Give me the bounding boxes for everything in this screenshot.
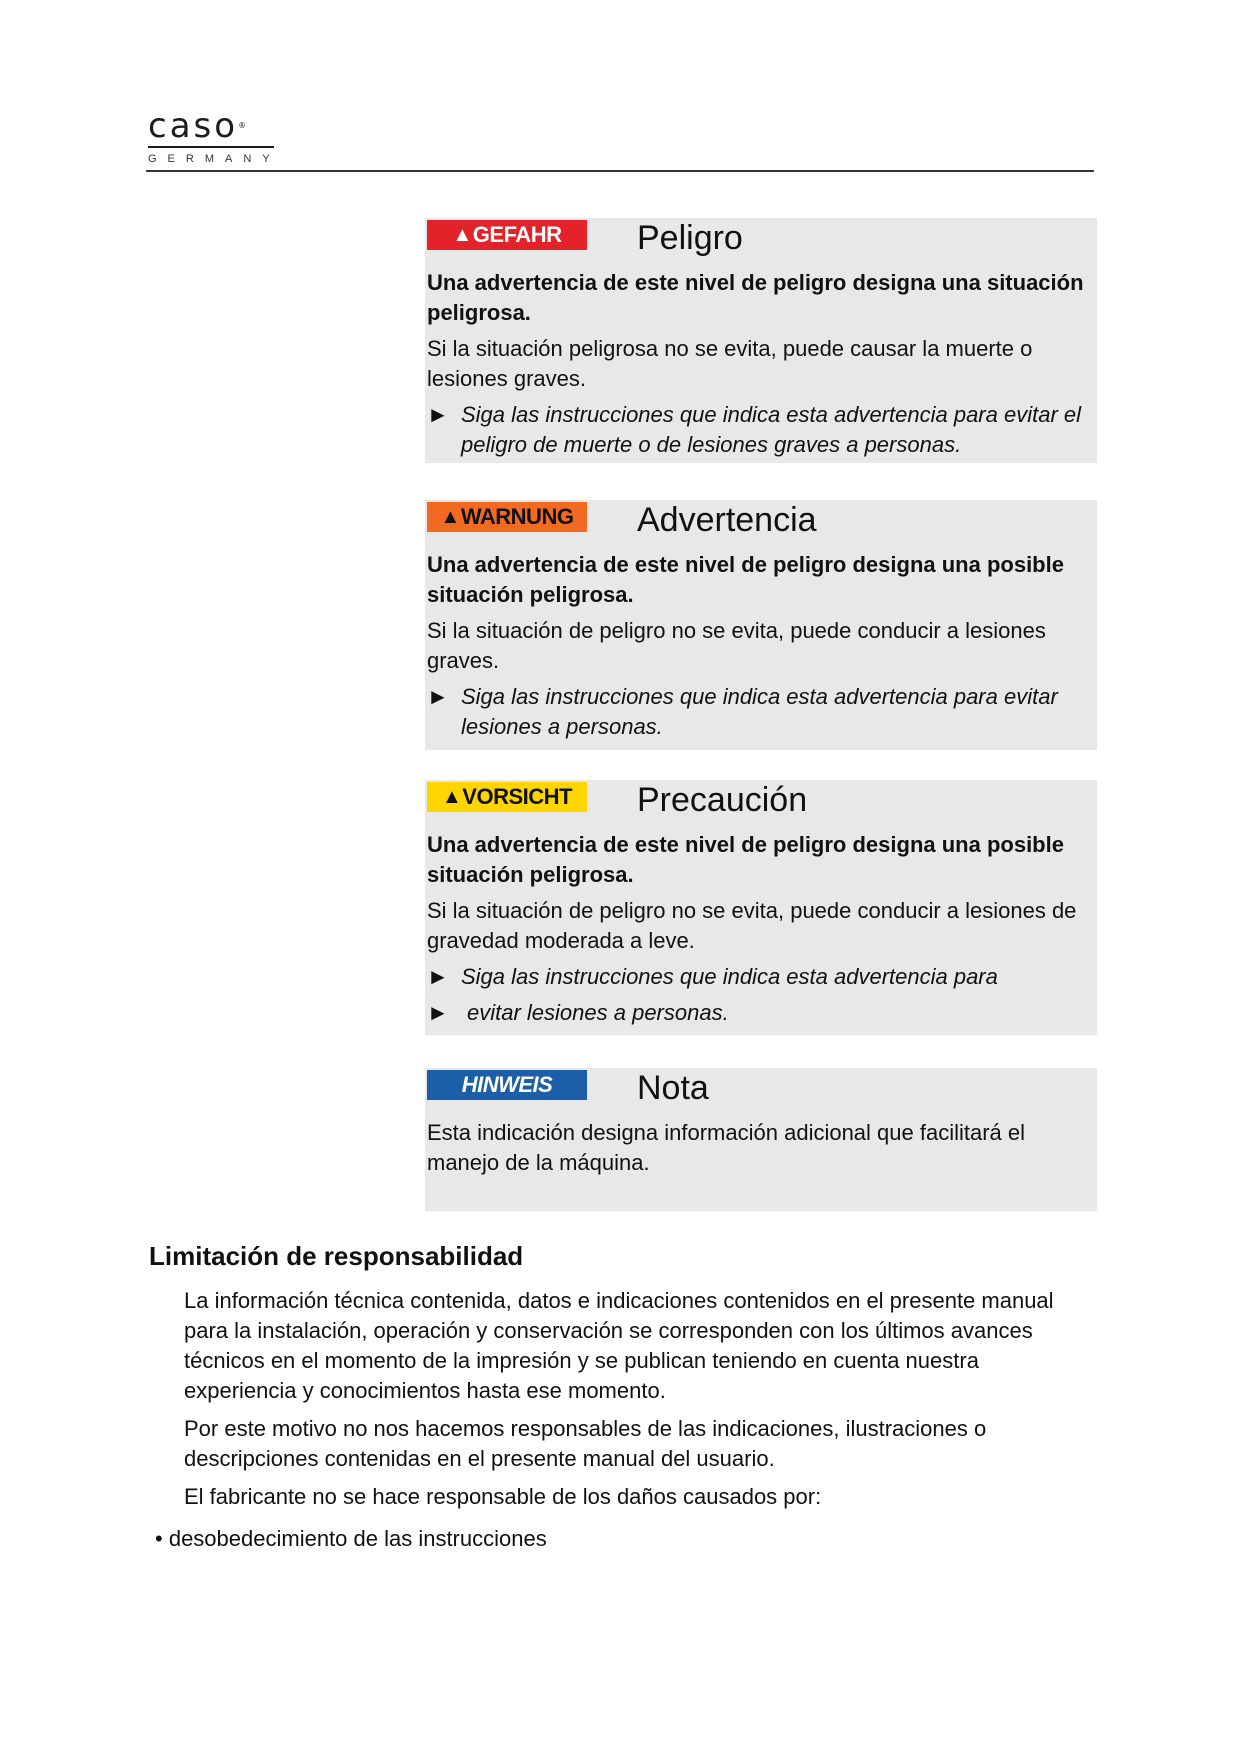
instruction-step: ► Siga las instrucciones que indica esta advertencia para evitar el peligro de muerte o de lesiones graves a personas. bbox=[427, 400, 1091, 460]
instruction-step: ► Siga las instrucciones que indica esta advertencia para bbox=[427, 962, 1091, 992]
box-title: Peligro bbox=[637, 219, 743, 257]
box-lead: Una advertencia de este nivel de peligro designa una posible situación peligrosa. bbox=[427, 552, 1064, 607]
brand-logo bbox=[148, 106, 281, 165]
paragraph: El fabricante no se hace responsable de los daños causados por: bbox=[184, 1484, 822, 1509]
box-lead: Una advertencia de este nivel de peligro designa una situación peligrosa. bbox=[427, 270, 1084, 325]
arrow-right-icon: ► bbox=[427, 964, 449, 989]
box-lead: Una advertencia de este nivel de peligro designa una posible situación peligrosa. bbox=[427, 832, 1064, 887]
box-text: Esta indicación designa información adicional que facilitará el manejo de la máquina. bbox=[427, 1120, 1026, 1175]
bullet-dot-icon: • bbox=[155, 1526, 163, 1551]
box-text: Si la situación peligrosa no se evita, puede causar la muerte o lesiones graves. bbox=[427, 336, 1033, 391]
hazard-box-caution bbox=[425, 780, 1097, 1035]
warning-triangle-icon: ▲ bbox=[452, 223, 472, 246]
hazard-box-danger bbox=[425, 218, 1097, 463]
box-text: Si la situación de peligro no se evita, puede conducir a lesiones graves. bbox=[427, 618, 1046, 673]
note-box bbox=[425, 1068, 1097, 1211]
instruction-step: ► evitar lesiones a personas. bbox=[427, 998, 1091, 1028]
logo-subtitle: GERMANY bbox=[148, 153, 281, 165]
warning-triangle-icon: ▲ bbox=[440, 505, 460, 528]
logo-wordmark: caso® bbox=[148, 106, 250, 146]
section-body bbox=[184, 1286, 1094, 1520]
hazard-box-warning bbox=[425, 500, 1097, 750]
arrow-right-icon: ► bbox=[427, 684, 449, 709]
box-title: Precaución bbox=[637, 781, 808, 819]
warning-triangle-icon: ▲ bbox=[442, 785, 462, 808]
bullet-list-item: • desobedecimiento de las instrucciones bbox=[155, 1526, 547, 1551]
section-title: Limitación de responsabilidad bbox=[149, 1241, 524, 1271]
badge-gefahr: ▲ GEFAHR bbox=[427, 220, 587, 250]
box-title: Advertencia bbox=[637, 501, 817, 539]
badge-hinweis: HINWEIS bbox=[427, 1070, 587, 1100]
paragraph: Por este motivo no nos hacemos responsables de las indicaciones, ilustraciones o descripciones contenidas en el presente manual del usuario. bbox=[184, 1416, 987, 1471]
paragraph: La información técnica contenida, datos e indicaciones contenidos en el presente manual para la instalación, operación y conservación se corresponden con los últimos avances técnicos en el momento de la impresión y se publican teniendo en cuenta nuestra experiencia y conocimientos hasta ese momento. bbox=[184, 1288, 1054, 1403]
box-title: Nota bbox=[637, 1069, 709, 1107]
logo-underline bbox=[148, 146, 274, 148]
box-text: Si la situación de peligro no se evita, puede conducir a lesiones de gravedad moderada a leve. bbox=[427, 898, 1077, 953]
instruction-step: ► Siga las instrucciones que indica esta advertencia para evitar lesiones a personas. bbox=[427, 682, 1091, 742]
header-divider bbox=[146, 170, 1094, 172]
badge-warnung: ▲ WARNUNG bbox=[427, 502, 587, 532]
badge-vorsicht: ▲ VORSICHT bbox=[427, 782, 587, 812]
arrow-right-icon: ► bbox=[427, 1000, 449, 1025]
arrow-right-icon: ► bbox=[427, 402, 449, 427]
